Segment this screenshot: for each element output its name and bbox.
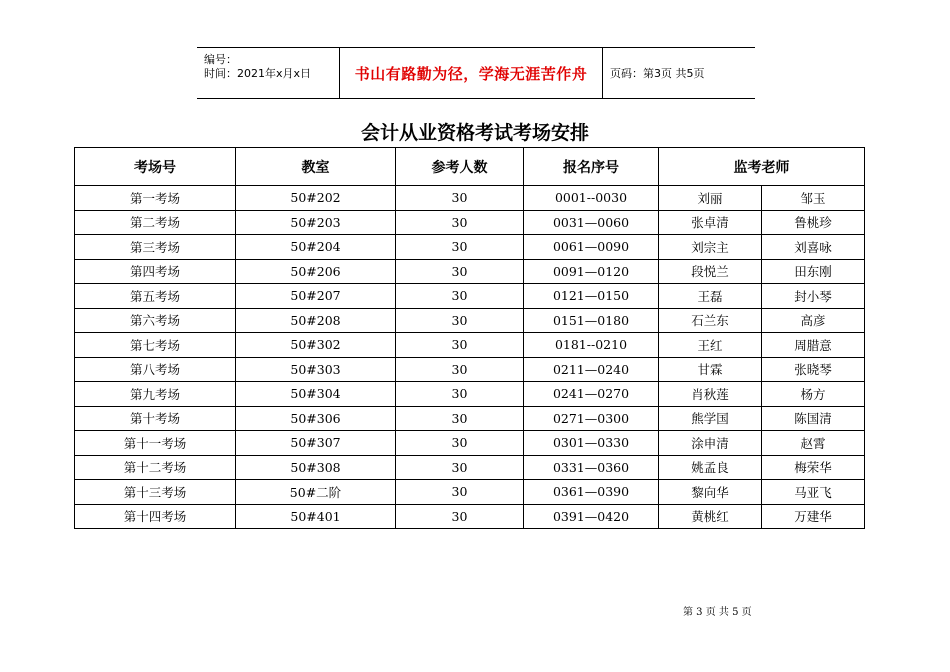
table-row [75,308,865,333]
proctor1-cell: 黎向华 [659,480,762,505]
table-row [75,455,865,480]
proctor1-cell: 王磊 [659,284,762,309]
col-header-count: 参考人数 [396,148,524,186]
header-page-cell [603,48,755,98]
proctor1-cell: 熊学国 [659,406,762,431]
proctor2-cell: 梅荣华 [762,455,865,480]
proctor1-cell: 涂申清 [659,431,762,456]
count-cell: 30 [396,284,524,309]
table-row [75,357,865,382]
proctor2-cell: 张晓琴 [762,357,865,382]
classroom-cell: 50#202 [236,186,396,211]
classroom-cell: 50#203 [236,210,396,235]
page-footer: 第 3 页 共 5 页 [683,607,752,618]
room-cell: 第五考场 [75,284,236,309]
proctor2-cell: 周腊意 [762,333,865,358]
room-cell: 第九考场 [75,382,236,407]
proctor1-cell: 段悦兰 [659,259,762,284]
proctor2-cell: 杨方 [762,382,865,407]
range-cell: 0091—0120 [524,259,659,284]
classroom-cell: 50#401 [236,504,396,529]
classroom-cell: 50#303 [236,357,396,382]
col-header-classroom: 教室 [236,148,396,186]
exam-room-table [74,147,865,529]
room-cell: 第十四考场 [75,504,236,529]
room-cell: 第十考场 [75,406,236,431]
count-cell: 30 [396,504,524,529]
classroom-cell: 50#306 [236,406,396,431]
room-cell: 第六考场 [75,308,236,333]
count-cell: 30 [396,210,524,235]
number-label: 编号： [204,53,237,66]
proctor1-cell: 刘丽 [659,186,762,211]
count-cell: 30 [396,455,524,480]
count-cell: 30 [396,333,524,358]
proctor2-cell: 封小琴 [762,284,865,309]
classroom-cell: 50#302 [236,333,396,358]
classroom-cell: 50#308 [236,455,396,480]
count-cell: 30 [396,235,524,260]
table-row [75,504,865,529]
range-cell: 0301—0330 [524,431,659,456]
proctor2-cell: 高彦 [762,308,865,333]
table-row [75,259,865,284]
table-row [75,186,865,211]
proctor2-cell: 刘喜咏 [762,235,865,260]
motto-text: 书山有路勤为径，学海无涯苦作舟 [354,64,588,83]
classroom-cell: 50#307 [236,431,396,456]
range-cell: 0271—0300 [524,406,659,431]
count-cell: 30 [396,259,524,284]
count-cell: 30 [396,308,524,333]
proctor2-cell: 陈国清 [762,406,865,431]
proctor1-cell: 甘霖 [659,357,762,382]
room-cell: 第四考场 [75,259,236,284]
proctor1-cell: 张卓清 [659,210,762,235]
header-meta [197,48,340,98]
table-header-row [75,148,865,186]
range-cell: 0061—0090 [524,235,659,260]
proctor2-cell: 邹玉 [762,186,865,211]
table-row [75,382,865,407]
proctor1-cell: 王红 [659,333,762,358]
proctor1-cell: 刘宗主 [659,235,762,260]
range-cell: 0241—0270 [524,382,659,407]
table-row [75,406,865,431]
table-row [75,284,865,309]
proctor1-cell: 姚孟良 [659,455,762,480]
count-cell: 30 [396,431,524,456]
range-cell: 0361—0390 [524,480,659,505]
classroom-cell: 50#304 [236,382,396,407]
table-row [75,333,865,358]
table-row [75,480,865,505]
page-info: 页码：第3页 共5页 [610,67,705,80]
proctor1-cell: 黄桃红 [659,504,762,529]
count-cell: 30 [396,357,524,382]
classroom-cell: 50#204 [236,235,396,260]
room-cell: 第十三考场 [75,480,236,505]
range-cell: 0181--0210 [524,333,659,358]
room-cell: 第十二考场 [75,455,236,480]
room-cell: 第七考场 [75,333,236,358]
room-cell: 第三考场 [75,235,236,260]
range-cell: 0031—0060 [524,210,659,235]
document-header [197,47,755,99]
col-header-proctors: 监考老师 [659,148,865,186]
table-row [75,210,865,235]
proctor1-cell: 石兰东 [659,308,762,333]
proctor2-cell: 赵霄 [762,431,865,456]
range-cell: 0001--0030 [524,186,659,211]
col-header-room: 考场号 [75,148,236,186]
page-title: 会计从业资格考试考场安排 [360,122,589,144]
time-label: 时间：2021年x月x日 [204,67,312,80]
room-cell: 第十一考场 [75,431,236,456]
classroom-cell: 50#二阶 [236,480,396,505]
header-motto-cell [340,48,603,98]
room-cell: 第二考场 [75,210,236,235]
room-cell: 第一考场 [75,186,236,211]
proctor2-cell: 马亚飞 [762,480,865,505]
proctor2-cell: 万建华 [762,504,865,529]
classroom-cell: 50#206 [236,259,396,284]
range-cell: 0211—0240 [524,357,659,382]
range-cell: 0391—0420 [524,504,659,529]
count-cell: 30 [396,480,524,505]
count-cell: 30 [396,406,524,431]
range-cell: 0331—0360 [524,455,659,480]
range-cell: 0151—0180 [524,308,659,333]
count-cell: 30 [396,382,524,407]
count-cell: 30 [396,186,524,211]
table-row [75,431,865,456]
classroom-cell: 50#208 [236,308,396,333]
room-cell: 第八考场 [75,357,236,382]
table-row [75,235,865,260]
proctor2-cell: 田东刚 [762,259,865,284]
range-cell: 0121—0150 [524,284,659,309]
proctor1-cell: 肖秋莲 [659,382,762,407]
col-header-range: 报名序号 [524,148,659,186]
classroom-cell: 50#207 [236,284,396,309]
proctor2-cell: 鲁桃珍 [762,210,865,235]
